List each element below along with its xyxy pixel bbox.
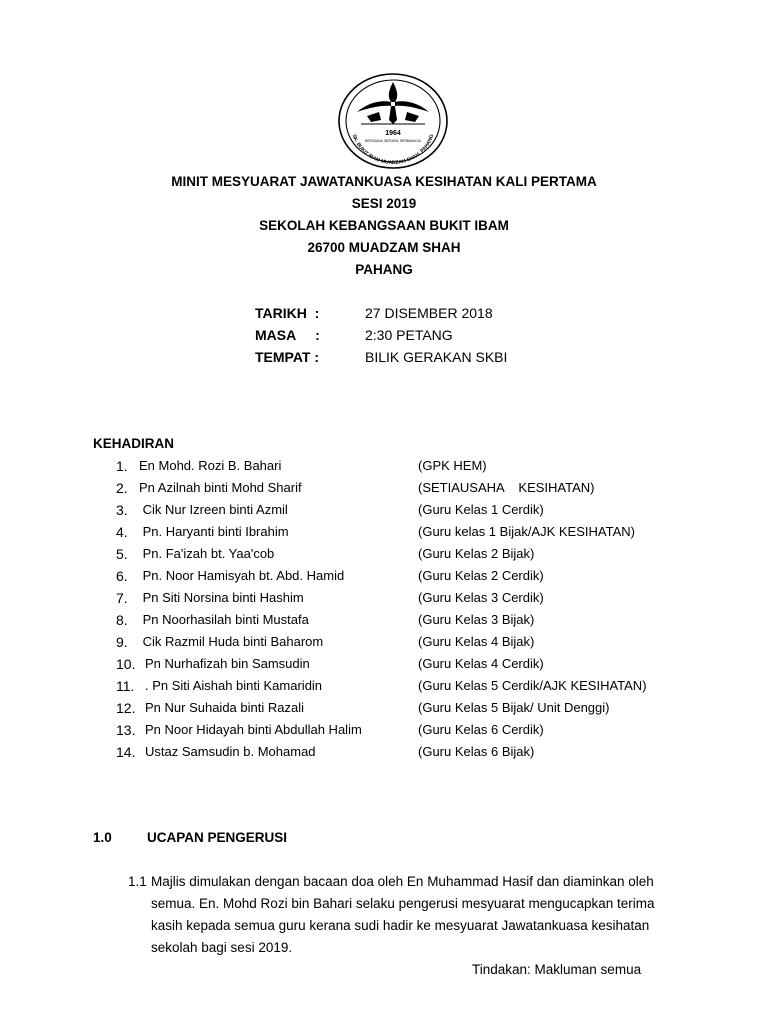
- paragraph-line: Majlis dimulakan dengan bacaan doa oleh En Muhammad Hasif dan diaminkan oleh: [151, 874, 654, 889]
- attendance-role: (Guru Kelas 4 Bijak): [418, 634, 535, 649]
- attendance-number: 9.: [116, 634, 128, 650]
- doc-school-name: SEKOLAH KEBANGSAAN BUKIT IBAM: [259, 218, 509, 233]
- crest-year: 1964: [385, 130, 401, 137]
- attendance-role: (SETIAUSAHA KESIHATAN): [418, 480, 595, 495]
- attendance-name: Pn. Noor Hamisyah bt. Abd. Hamid: [139, 568, 345, 583]
- attendance-number: 12.: [116, 700, 136, 716]
- attendance-number: 4.: [116, 524, 128, 540]
- attendance-name: Pn. Fa'izah bt. Yaa'cob: [139, 546, 275, 561]
- attendance-name: . Pn Siti Aishah binti Kamaridin: [145, 678, 323, 693]
- attendance-name: Pn Azilnah binti Mohd Sharif: [139, 480, 302, 495]
- attendance-number: 5.: [116, 546, 128, 562]
- meta-time-value: 2:30 PETANG: [365, 327, 453, 343]
- meta-place-value: BILIK GERAKAN SKBI: [365, 349, 508, 365]
- attendance-role: (Guru Kelas 5 Bijak/ Unit Denggi): [418, 700, 610, 715]
- attendance-role: (Guru Kelas 1 Cerdik): [418, 502, 544, 517]
- meta-place-label: TEMPAT :: [255, 349, 320, 365]
- meta-date-value: 27 DISEMBER 2018: [365, 305, 493, 321]
- attendance-heading: KEHADIRAN: [93, 436, 174, 451]
- attendance-number: 14.: [116, 744, 136, 760]
- attendance-role: (Guru Kelas 3 Bijak): [418, 612, 535, 627]
- attendance-number: 2.: [116, 480, 128, 496]
- attendance-name: Pn Noor Hidayah binti Abdullah Halim: [145, 722, 362, 737]
- action-note: Tindakan: Makluman semua: [472, 962, 642, 977]
- attendance-role: (Guru Kelas 2 Bijak): [418, 546, 535, 561]
- crest-motto: BERUSAHA, BERJAYA, BERBAHAGIA: [365, 139, 421, 143]
- doc-title: MINIT MESYUARAT JAWATANKUASA KESIHATAN KALI PERTAMA: [171, 174, 597, 189]
- section-title: UCAPAN PENGERUSI: [147, 830, 288, 845]
- doc-state: PAHANG: [355, 262, 413, 277]
- meta-date-label: TARIKH :: [255, 305, 320, 321]
- attendance-name: Pn. Haryanti binti Ibrahim: [139, 524, 289, 539]
- attendance-number: 13.: [116, 722, 136, 738]
- attendance-name: Cik Razmil Huda binti Baharom: [139, 634, 324, 649]
- crest-ring-text: SK. BUKIT IBAM MUADZAM SHAH, PAHANG: [350, 133, 436, 167]
- attendance-name: Pn Nurhafizah bin Samsudin: [145, 656, 310, 671]
- item-number: 1.1: [128, 874, 147, 889]
- attendance-name: Pn Siti Norsina binti Hashim: [139, 590, 304, 605]
- paragraph-line: kasih kepada semua guru kerana sudi hadir ke mesyuarat Jawatankuasa kesihatan: [151, 918, 650, 933]
- attendance-role: (Guru Kelas 3 Cerdik): [418, 590, 544, 605]
- school-crest-logo: [337, 72, 449, 170]
- paragraph-line: semua. En. Mohd Rozi bin Bahari selaku pengerusi mesyuarat mengucapkan terima: [151, 896, 655, 911]
- attendance-name: Pn Noorhasilah binti Mustafa: [139, 612, 309, 627]
- attendance-role: (Guru Kelas 4 Cerdik): [418, 656, 544, 671]
- attendance-number: 3.: [116, 502, 128, 518]
- attendance-role: (GPK HEM): [418, 458, 487, 473]
- attendance-role: (Guru Kelas 2 Cerdik): [418, 568, 544, 583]
- paragraph-line: sekolah bagi sesi 2019.: [151, 940, 293, 955]
- attendance-number: 1.: [116, 458, 128, 474]
- attendance-name: Pn Nur Suhaida binti Razali: [145, 700, 304, 715]
- meta-time-label: MASA :: [255, 327, 320, 343]
- doc-session: SESI 2019: [351, 196, 417, 211]
- attendance-number: 10.: [116, 656, 136, 672]
- doc-postcode-town: 26700 MUADZAM SHAH: [307, 240, 461, 255]
- attendance-role: (Guru kelas 1 Bijak/AJK KESIHATAN): [418, 524, 635, 539]
- attendance-number: 6.: [116, 568, 128, 584]
- attendance-role: (Guru Kelas 6 Cerdik): [418, 722, 544, 737]
- attendance-number: 8.: [116, 612, 128, 628]
- attendance-role: (Guru Kelas 6 Bijak): [418, 744, 535, 759]
- attendance-name: En Mohd. Rozi B. Bahari: [139, 458, 282, 473]
- attendance-role: (Guru Kelas 5 Cerdik/AJK KESIHATAN): [418, 678, 647, 693]
- attendance-number: 11.: [116, 678, 135, 694]
- section-number: 1.0: [93, 830, 112, 845]
- attendance-number: 7.: [116, 590, 128, 606]
- attendance-name: Cik Nur Izreen binti Azmil: [139, 502, 288, 517]
- attendance-name: Ustaz Samsudin b. Mohamad: [145, 744, 316, 759]
